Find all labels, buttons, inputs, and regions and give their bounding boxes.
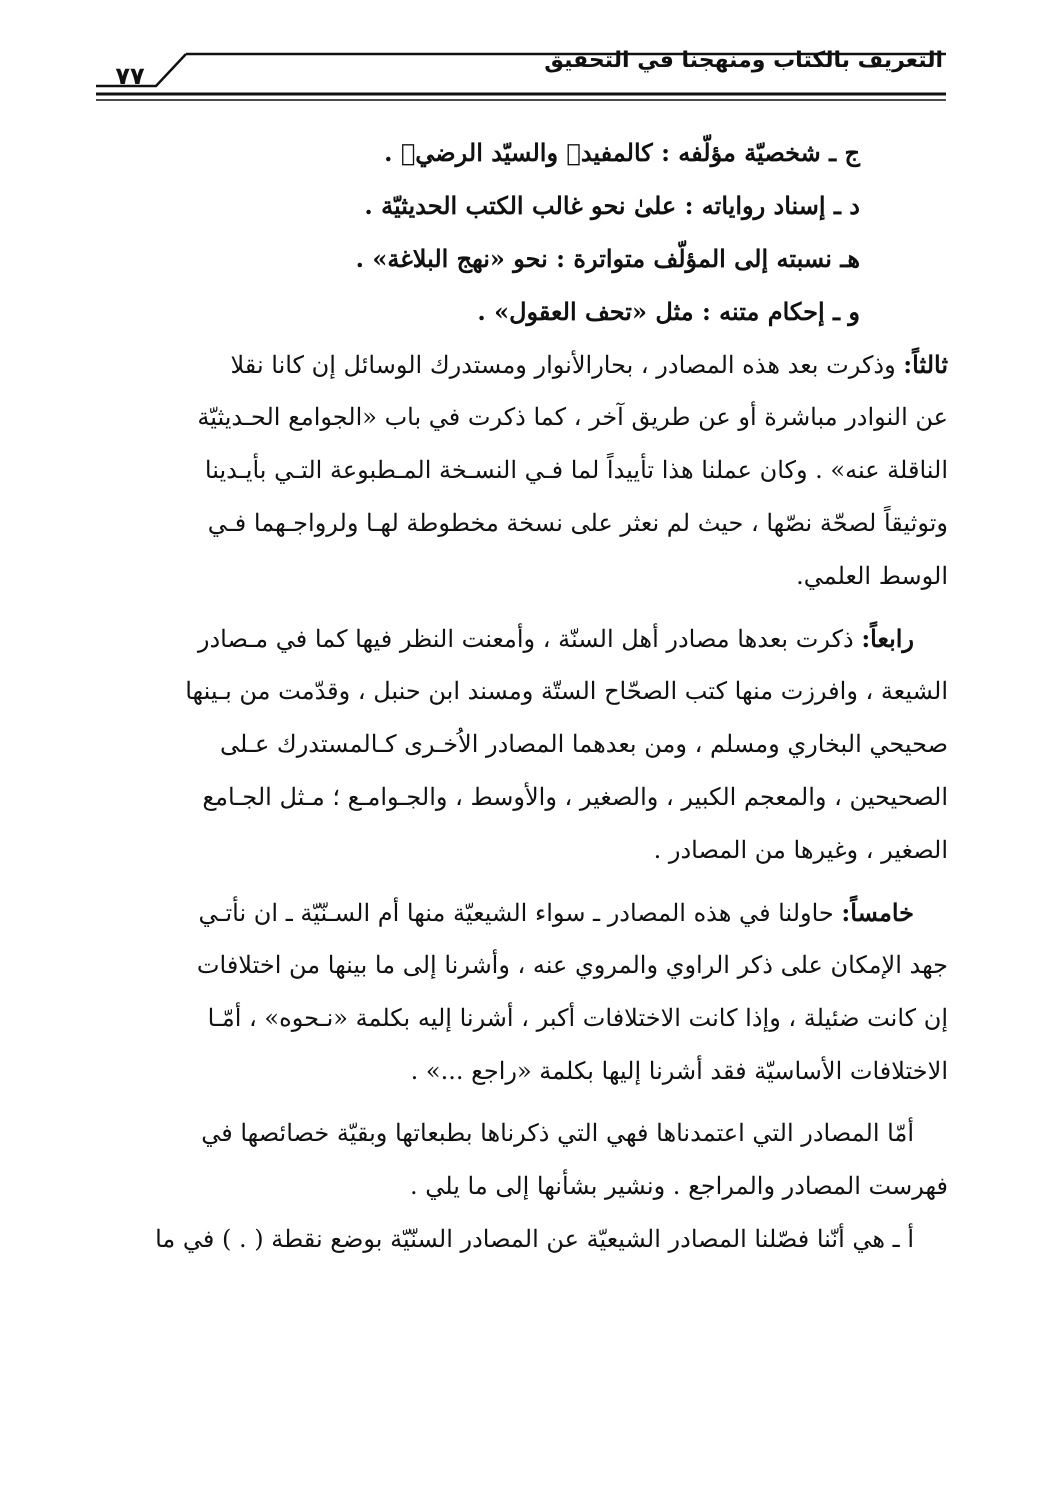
paragraph-line: صحيحي البخاري ومسلم ، ومن بعدهما المصادر الاُخـرى كـالمستدرك عـلى xyxy=(220,730,948,758)
paragraph-line: الوسط العلمي. xyxy=(796,562,948,590)
running-header xyxy=(0,0,1041,110)
paragraph-line: جهد الإمكان على ذكر الراوي والمروي عنه ، وأشرنا إلى ما بينها من اختلافات xyxy=(196,951,948,979)
paragraph-line: الناقلة عنه» . وكان عملنا هذا تأييداً لما فـي النسـخة المـطبوعة التـي بأيـدينا xyxy=(204,456,948,484)
paragraph-line: الشيعة ، وافرزت منها كتب الصحّاح الستّة ومسند ابن حنبل ، وقدّمت من بـينها xyxy=(185,677,948,705)
list-item: ج ـ شخصيّة مؤلّفه : كالمفيد﷫ والسيّد الرضي﷫ . xyxy=(384,138,860,167)
list-item: و ـ إحكام متنه : مثل «تحف العقول» . xyxy=(477,297,860,326)
paragraph-rabian xyxy=(98,612,948,877)
header-title: التعريف بالكتاب ومنهجنا في التحقيق xyxy=(544,48,943,73)
paragraph-khamisan xyxy=(98,886,948,1098)
paragraph-line: وتوثيقاً لصحّة نصّها ، حيث لم نعثر على نسخة مخطوطة لهـا ولرواجـهما فـي xyxy=(207,509,948,537)
paragraph-lead: رابعاً: xyxy=(861,624,914,653)
paragraph-line: فهرست المصادر والمراجع . ونشير بشأنها إلى ما يلي . xyxy=(410,1172,948,1200)
body-text xyxy=(98,126,948,1266)
paragraph-line: الاختلافات الأساسيّة فقد أشرنا إليها بكلمة «راجع ...» . xyxy=(410,1057,948,1085)
paragraph-line: أمّا المصادر التي اعتمدناها فهي التي ذكرناها بطبعاتها وبقيّة خصائصها في xyxy=(201,1119,914,1147)
list-item: د ـ إسناد رواياته : علىٰ نحو غالب الكتب الحديثيّة . xyxy=(364,191,860,220)
paragraph-line: أ ـ هي أنّنا فصّلنا المصادر الشيعيّة عن المصادر السنّيّة بوضع نقطة ( . ) في ما xyxy=(155,1225,914,1253)
paragraph-line: الصحيحين ، والمعجم الكبير ، والصغير ، والأوسط ، والجـوامـع ؛ مـثل الجـامع xyxy=(202,783,948,811)
paragraph-line: عن النوادر مباشرة أو عن طريق آخر ، كما ذكرت في باب «الجوامع الحـديثيّة xyxy=(197,403,948,431)
paragraph-lead: ثالثاً: xyxy=(903,350,948,379)
header-rule xyxy=(96,50,946,106)
paragraph-line: إن كانت ضئيلة ، وإذا كانت الاختلافات أكبر ، أشرنا إليه بكلمة «نـحوه» ، أمّـا xyxy=(207,1004,948,1032)
paragraph-alif xyxy=(98,1213,948,1266)
paragraph-line: حاولنا في هذه المصادر ـ سواء الشيعيّة منها أم السـنّيّة ـ ان نأتـي xyxy=(198,899,842,927)
paragraph-sources xyxy=(98,1107,948,1213)
paragraph-line: ذكرت بعدها مصادر أهل السنّة ، وأمعنت النظر فيها كما في مـصادر xyxy=(197,625,862,653)
list-item: هـ نسبته إلى المؤلّف متواترة : نحو «نهج البلاغة» . xyxy=(355,244,860,273)
paragraph-line: الصغير ، وغيرها من المصادر . xyxy=(653,836,948,864)
paragraph-lead: خامساً: xyxy=(841,898,914,927)
page-number: ٧٧ xyxy=(115,62,145,90)
paragraph-line: وذكرت بعد هذه المصادر ، بحارالأنوار ومستدرك الوسائل إن كانا نقلا xyxy=(230,351,904,379)
paragraph-thalithan xyxy=(98,338,948,603)
